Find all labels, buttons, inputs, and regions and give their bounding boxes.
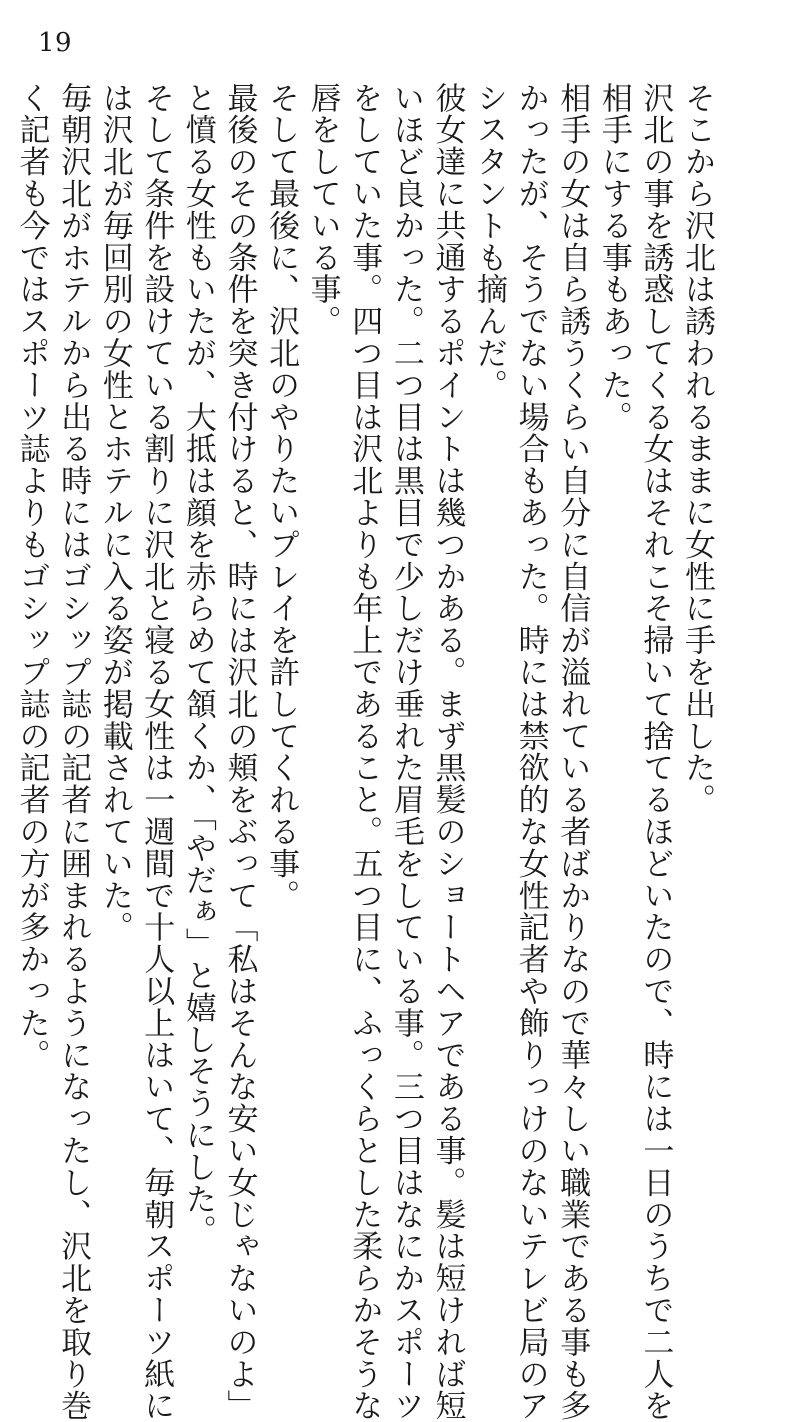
text-line: 彼女達に共通するポイントは幾つかある。まず黒髪のショートヘアである事。髪は短ければ短 [429, 82, 466, 1422]
text-line: は沢北が毎回別の女性とホテルに入る姿が掲載されていた。 [96, 82, 133, 944]
text-line: かったが、そうでない場合もあった。時には禁欲的な女性記者や飾りっけのないテレビ局のア [512, 82, 549, 1422]
text-line: 相手にする事もあった。 [595, 82, 632, 433]
text-line: 毎朝沢北がホテルから出る時にはゴシップ誌の記者に囲まれるようになったし、沢北を取り巻 [55, 82, 92, 1422]
text-line: シスタントも摘んだ。 [471, 82, 508, 401]
text-line: く記者も今ではスポーツ誌よりもゴシップ誌の記者の方が多かった。 [13, 82, 50, 1071]
text-line: をしていた事。四つ目は沢北よりも年上であること。五つ目に、ふっくらとした柔らかそうな [346, 82, 383, 1422]
text-line: そして条件を設けている割りに沢北と寝る女性は一週間で十人以上はいて、毎朝スポーツ紙に [138, 82, 175, 1422]
text-line: 最後のその条件を突き付けると、時には沢北の頬をぶって「私はそんな安い女じゃないのよ」 [221, 82, 258, 1422]
text-line: いほど良かった。二つ目は黒目で少しだけ垂れた眉毛をしている事。三つ目はなにかスポーツ [387, 82, 424, 1422]
text-line: そこから沢北は誘われるままに女性に手を出した。 [679, 82, 715, 816]
text-line: そして最後に、沢北のやりたいプレイを許してくれる事。 [263, 82, 300, 912]
text-line: 相手の女は自ら誘うくらい自分に自信が溢れている者ばかりなので華々しい職業である事も多 [554, 82, 591, 1422]
text-line: 唇をしている事。 [304, 82, 341, 338]
novel-body-text [13, 82, 717, 1422]
page-number: 19 [38, 28, 73, 58]
text-line: と憤る女性もいたが、大抵は顔を赤らめて頷くか、「やだぁ」と嬉しそうにした。 [179, 82, 216, 1247]
text-line: 沢北の事を誘惑してくる女はそれこそ掃いて捨てるほどいたので、時には一日のうちで二人を [637, 82, 674, 1422]
